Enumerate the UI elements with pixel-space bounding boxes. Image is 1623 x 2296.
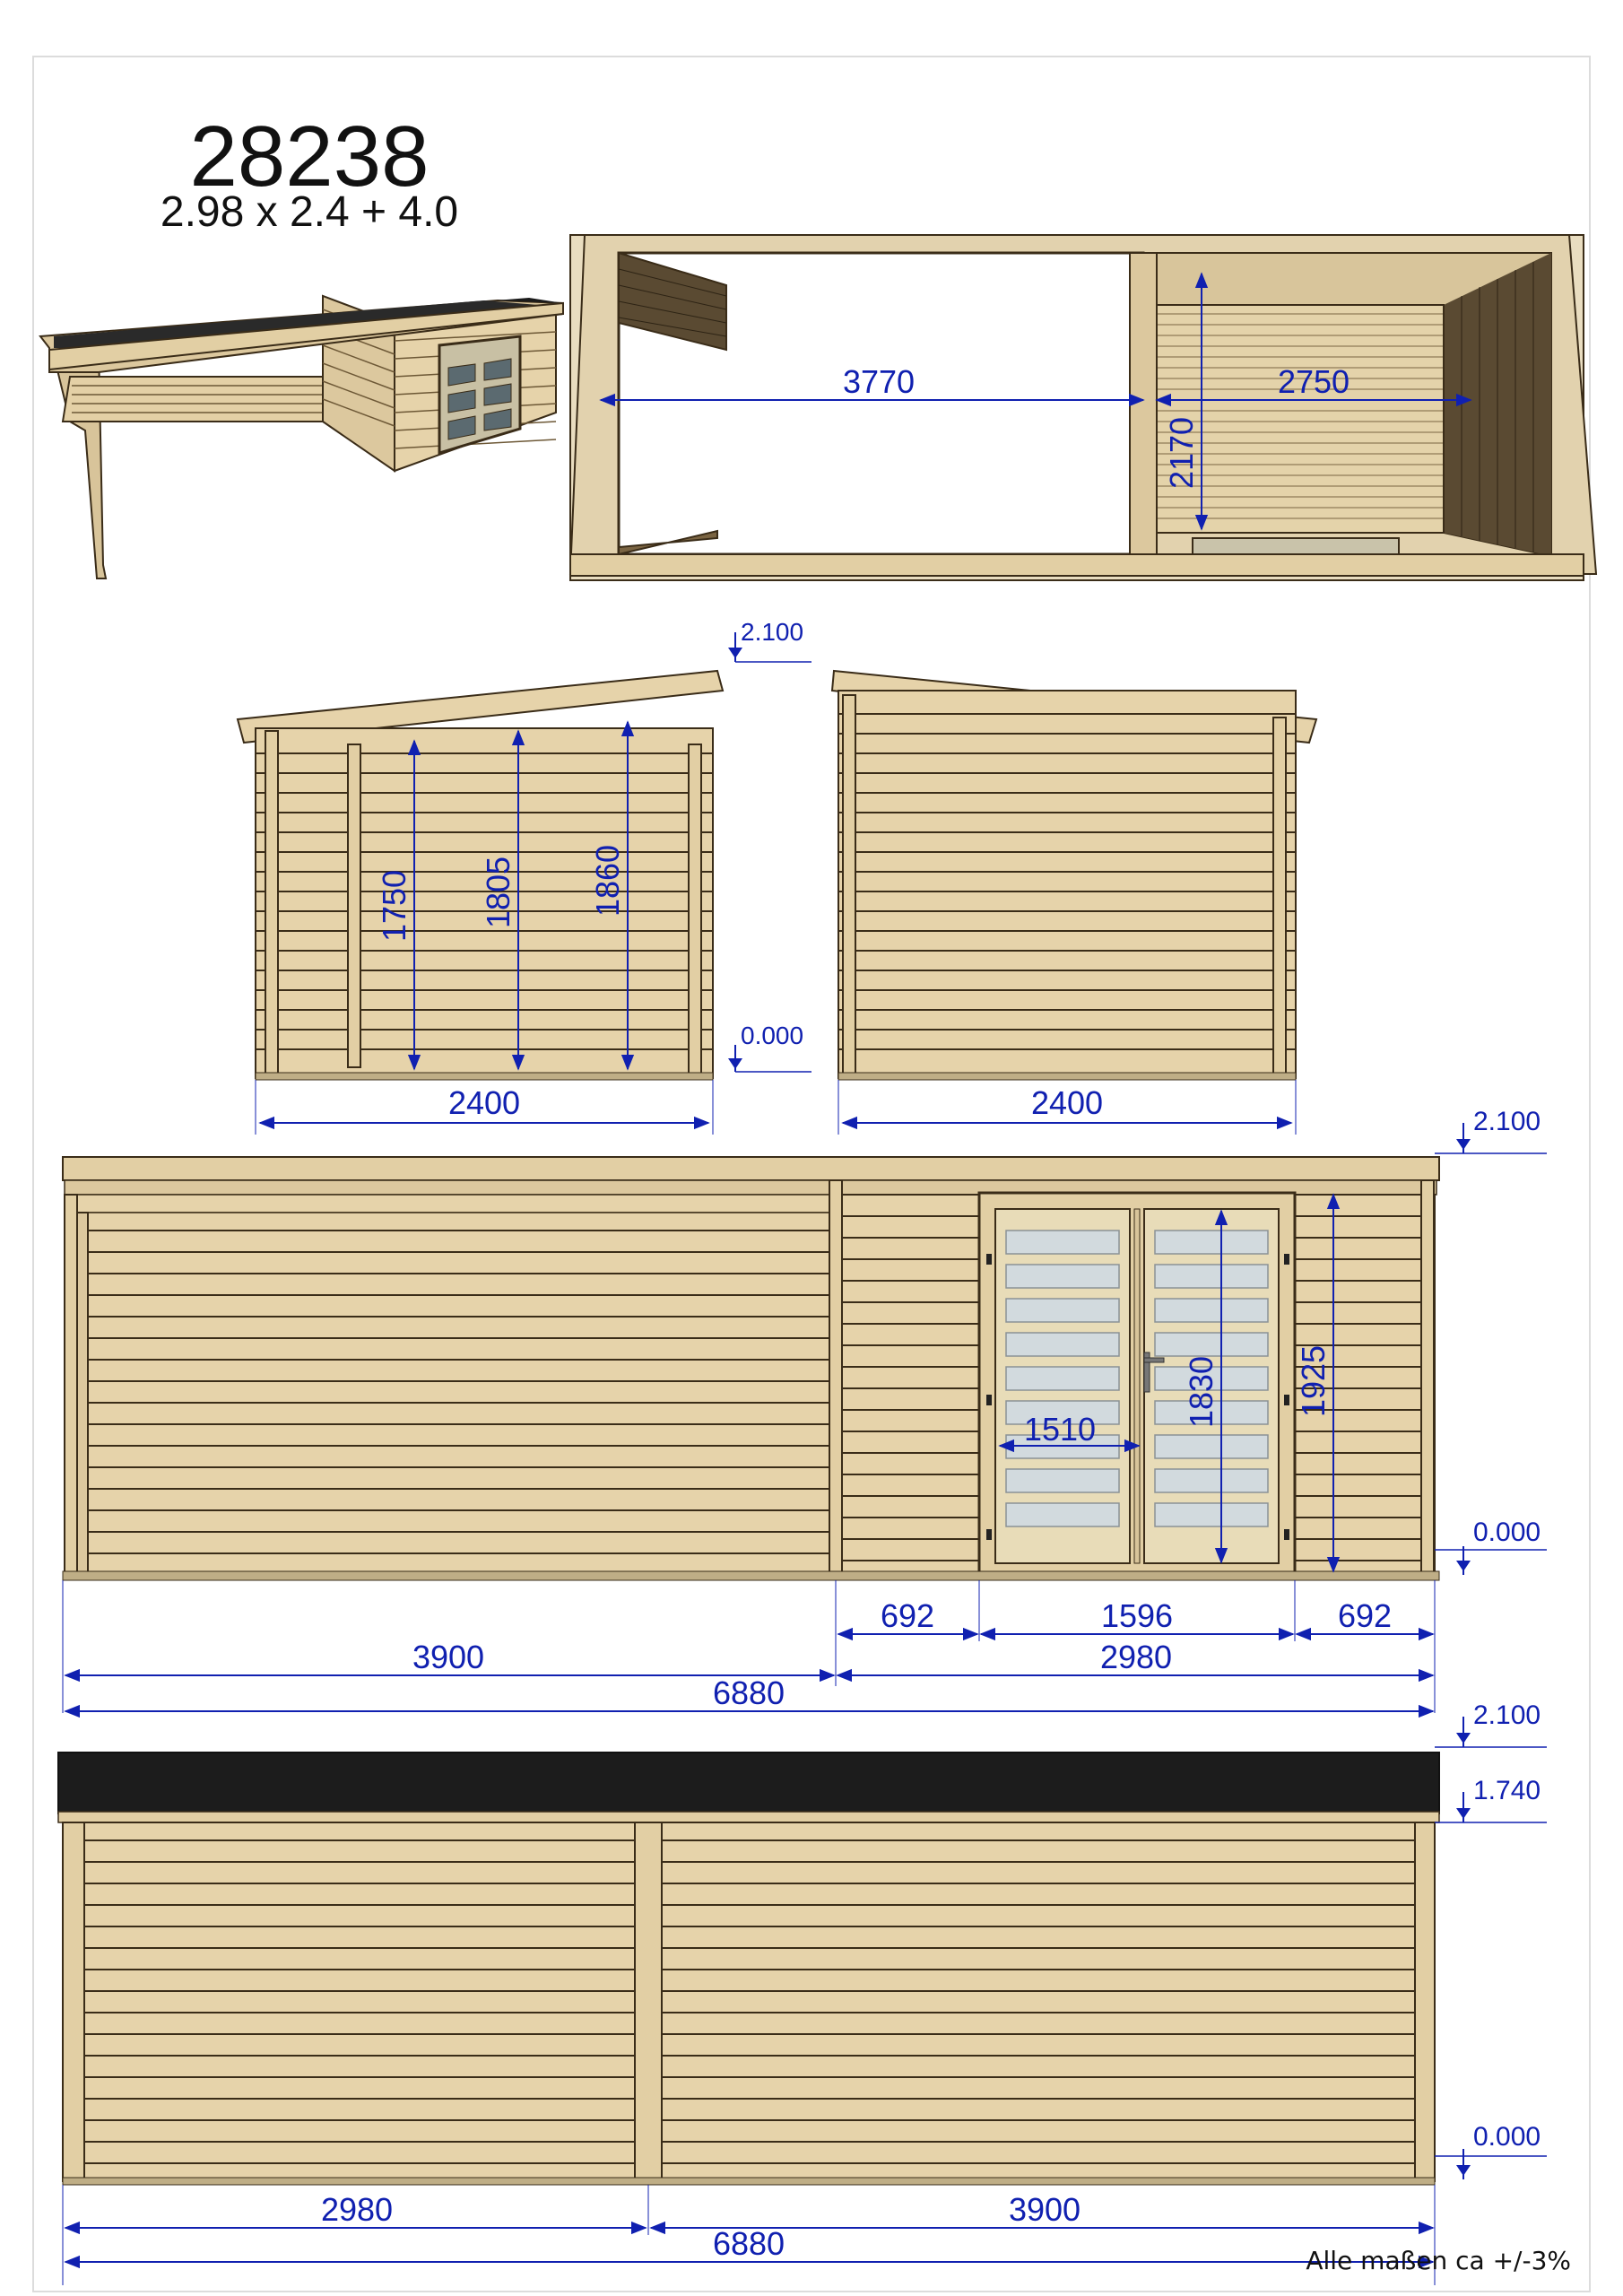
dim-back-canopy: 3900 (1008, 2191, 1081, 2228)
dim-side-left-width: 2400 (447, 1084, 521, 1121)
dim-front-left-wall: 692 (880, 1597, 935, 1634)
dim-front-total: 6880 (712, 1674, 785, 1711)
level-back-top: 2.100 (1473, 1700, 1541, 1730)
side-view-left (238, 618, 812, 1135)
dim-side-h3: 1860 (589, 844, 626, 918)
level-side-bottom: 0.000 (741, 1022, 804, 1049)
level-back-bottom: 0.000 (1473, 2122, 1541, 2152)
dim-top-width-right: 2750 (1277, 363, 1350, 400)
dim-top-width-left: 3770 (842, 363, 916, 400)
level-back-eave: 1.740 (1473, 1776, 1541, 1805)
top-view (570, 235, 1596, 580)
dim-front-house: 2980 (1099, 1639, 1173, 1675)
dim-side-h1: 1750 (376, 869, 412, 943)
size-formula: 2.98 x 2.4 + 4.0 (160, 188, 459, 236)
back-view (58, 1700, 1547, 2285)
side-view-right (832, 671, 1316, 1135)
dim-door-clear: 1510 (1023, 1411, 1097, 1448)
dim-side-right-width: 2400 (1030, 1084, 1104, 1121)
dim-door-height: 1830 (1183, 1355, 1219, 1429)
front-view (63, 1107, 1547, 1713)
level-front-bottom: 0.000 (1473, 1518, 1541, 1547)
model-number: 28238 (189, 109, 430, 204)
level-front-top: 2.100 (1473, 1107, 1541, 1136)
dim-front-door: 1596 (1100, 1597, 1174, 1634)
dim-top-depth-right: 2170 (1163, 416, 1200, 490)
level-side-top: 2.100 (741, 618, 804, 646)
dim-side-h2: 1805 (480, 856, 516, 929)
tolerance-note: Alle maßen ca +/-3% (1306, 2246, 1571, 2275)
dim-front-canopy: 3900 (412, 1639, 485, 1675)
dim-back-total: 6880 (712, 2225, 785, 2262)
dim-wall-height: 1925 (1295, 1344, 1332, 1418)
dim-back-house: 2980 (320, 2191, 394, 2228)
dim-front-right-wall: 692 (1337, 1597, 1393, 1634)
perspective-view (40, 296, 563, 578)
